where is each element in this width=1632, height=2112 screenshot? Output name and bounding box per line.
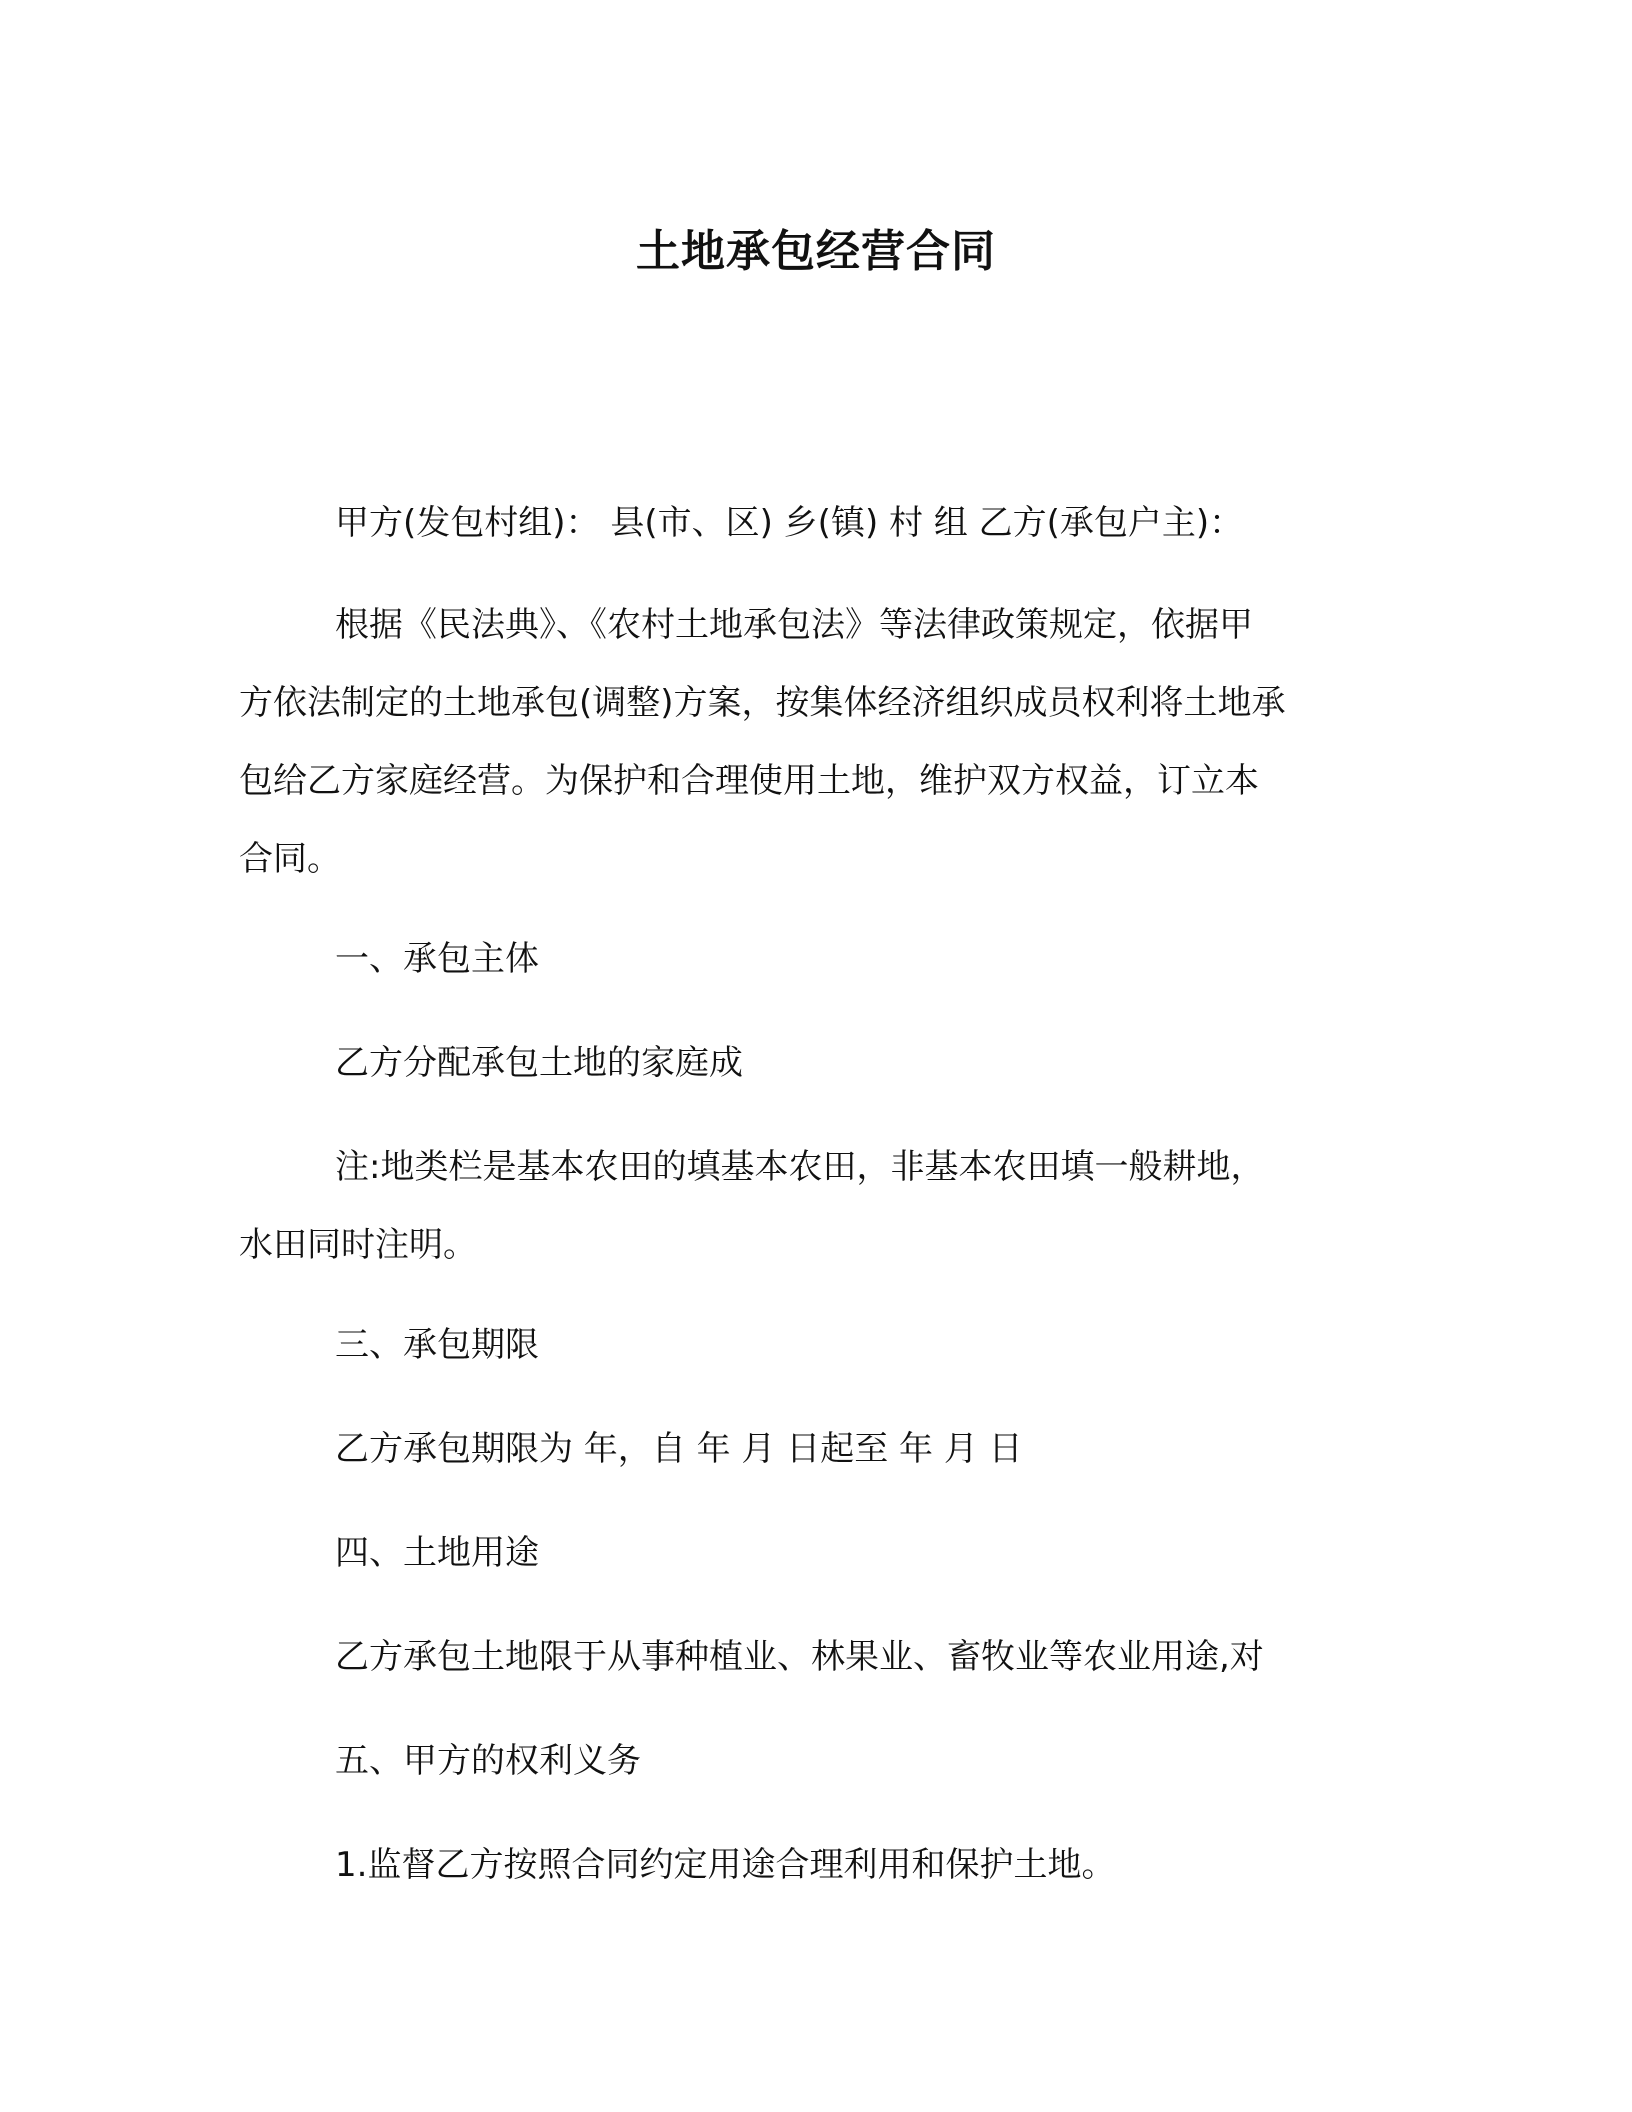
term-text: 乙方承包期限为 年，自 年 月 日起至 年 月 日 [335, 1429, 1023, 1469]
preamble-line-3: 包给乙方家庭经营。为保护和合理使用土地，维护双方权益，订立本 [239, 761, 1259, 801]
party-a-rights-item-1: 1.监督乙方按照合同约定用途合理利用和保护土地。 [335, 1845, 1116, 1885]
preamble-line-1: 根据《民法典》、《农村土地承包法》等法律政策规定，依据甲 [335, 605, 1253, 645]
section-heading-subject: 一、承包主体 [335, 939, 539, 979]
note-line-1: 注:地类栏是基本农田的填基本农田，非基本农田填一般耕地， [335, 1147, 1265, 1187]
subject-text: 乙方分配承包土地的家庭成 [335, 1043, 743, 1083]
section-heading-land-use: 四、土地用途 [335, 1533, 539, 1573]
note-line-2: 水田同时注明。 [239, 1225, 477, 1265]
preamble-line-4: 合同。 [239, 839, 341, 879]
document-title: 土地承包经营合同 [636, 226, 996, 277]
section-heading-party-a-rights: 五、甲方的权利义务 [335, 1741, 641, 1781]
land-use-text: 乙方承包土地限于从事种植业、林果业、畜牧业等农业用途,对 [335, 1637, 1264, 1677]
section-heading-term: 三、承包期限 [335, 1325, 539, 1365]
parties-line: 甲方(发包村组)： 县(市、区) 乡(镇) 村 组 乙方(承包户主)： [335, 503, 1244, 543]
preamble-line-2: 方依法制定的土地承包(调整)方案，按集体经济组织成员权利将土地承 [239, 683, 1286, 723]
